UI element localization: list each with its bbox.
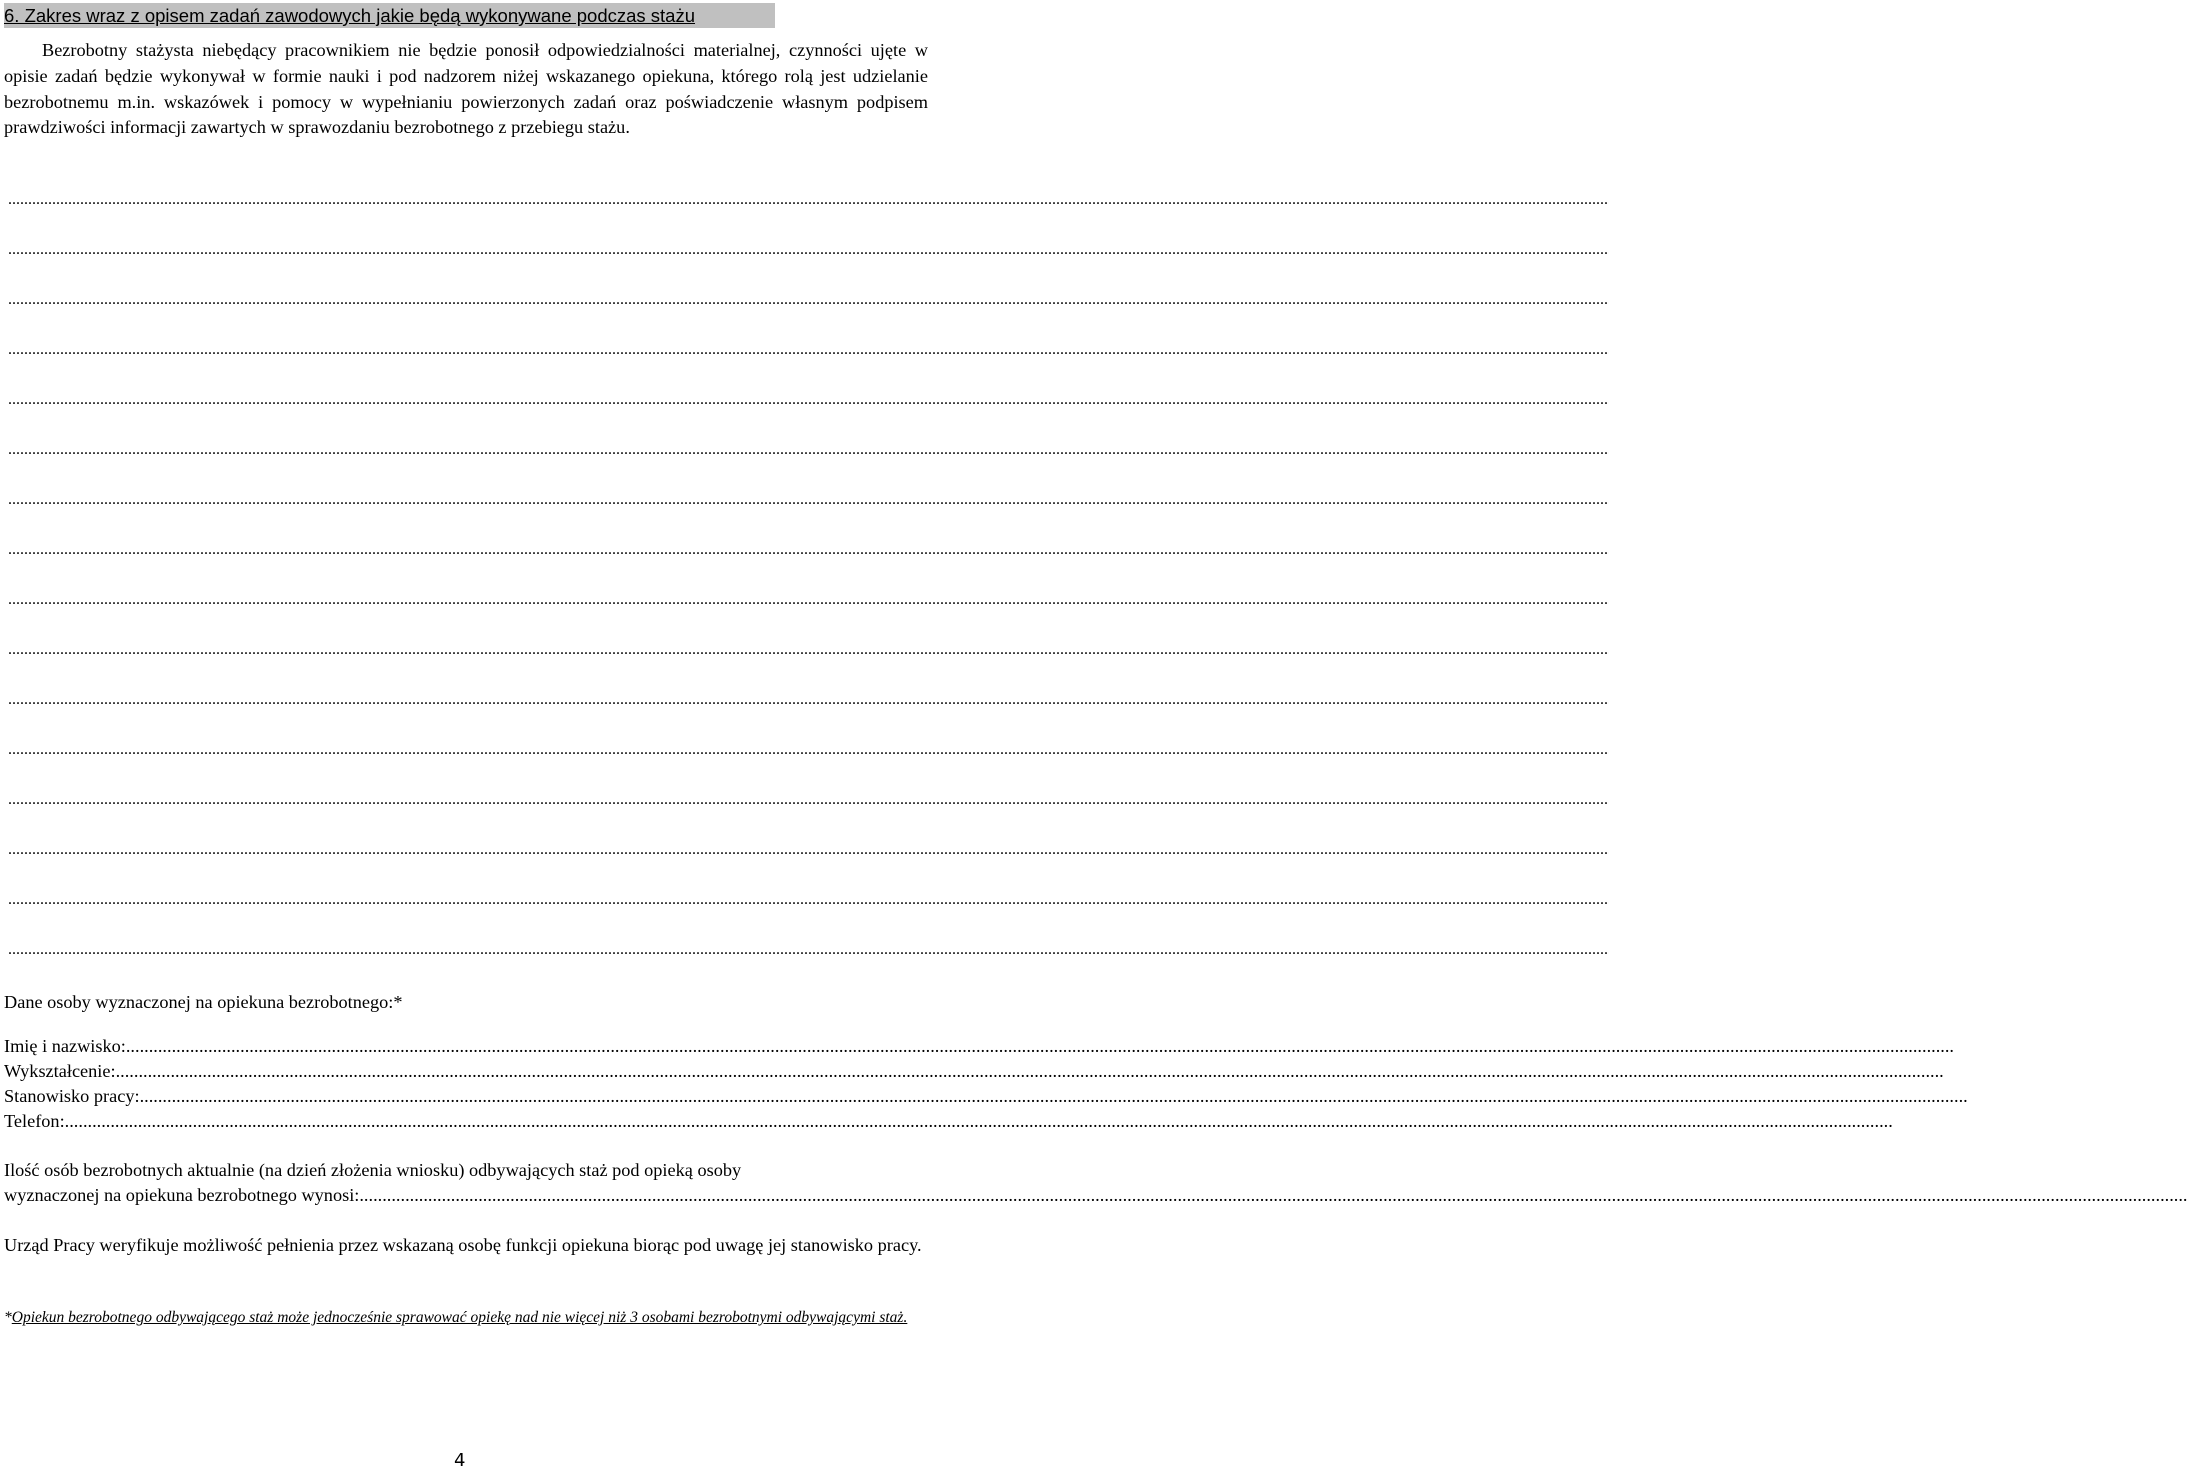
guardian-phone-label: Telefon: <box>4 1111 65 1131</box>
guardian-position-field[interactable]: Stanowisko pracy:................................................................................................................................................................................................................................................................................................................................................................................................................ <box>4 1086 1968 1106</box>
page-number: 4 <box>454 1450 466 1471</box>
dotted-line[interactable]: ................................................................................................................................................................................................................................................................................................................................................................................................................ <box>8 391 1608 408</box>
dotted-line[interactable]: ................................................................................................................................................................................................................................................................................................................................................................................................................ <box>8 541 1608 558</box>
dotted-line[interactable]: ................................................................................................................................................................................................................................................................................................................................................................................................................ <box>8 791 1608 808</box>
footnote-text: Opiekun bezrobotnego odbywającego staż może jednocześnie sprawować opiekę nad nie więcej niż 3 osobami bezrobotnymi odbywającymi staż. <box>11 1309 908 1326</box>
guardian-phone-field[interactable]: Telefon:................................................................................................................................................................................................................................................................................................................................................................................................................ <box>4 1111 1893 1131</box>
dotted-line[interactable]: ................................................................................................................................................................................................................................................................................................................................................................................................................ <box>8 341 1608 358</box>
count-question-line1: Ilość osób bezrobotnych aktualnie (na dzień złożenia wniosku) odbywających staż pod opieką osoby <box>4 1160 742 1180</box>
guardian-position-label: Stanowisko pracy: <box>4 1086 140 1106</box>
footnote-star: * <box>4 1309 12 1326</box>
verification-note: Urząd Pracy weryfikuje możliwość pełnienia przez wskazaną osobę funkcji opiekuna biorąc pod uwagę jej stanowisko pracy. <box>4 1235 922 1255</box>
count-question-field[interactable]: wyznaczonej na opiekuna bezrobotnego wynosi:................................................................................................................................................................................................................................................................................................................................................................................................................ <box>4 1185 2187 1205</box>
guardian-education-label: Wykształcenie: <box>4 1061 116 1081</box>
section-heading: 6. Zakres wraz z opisem zadań zawodowych jakie będą wykonywane podczas stażu <box>4 3 775 28</box>
dotted-line[interactable]: ................................................................................................................................................................................................................................................................................................................................................................................................................ <box>8 641 1608 658</box>
dotted-line[interactable]: ................................................................................................................................................................................................................................................................................................................................................................................................................ <box>8 491 1608 508</box>
dotted-line[interactable]: ................................................................................................................................................................................................................................................................................................................................................................................................................ <box>8 241 1608 258</box>
guardian-section-title: Dane osoby wyznaczonej na opiekuna bezrobotnego:* <box>4 992 403 1012</box>
count-question-line2: wyznaczonej na opiekuna bezrobotnego wynosi: <box>4 1185 360 1205</box>
guardian-name-label: Imię i nazwisko: <box>4 1036 126 1056</box>
dotted-line[interactable]: ................................................................................................................................................................................................................................................................................................................................................................................................................ <box>8 691 1608 708</box>
dotted-line[interactable]: ................................................................................................................................................................................................................................................................................................................................................................................................................ <box>8 441 1608 458</box>
dotted-line[interactable]: ................................................................................................................................................................................................................................................................................................................................................................................................................ <box>8 741 1608 758</box>
dotted-line[interactable]: ................................................................................................................................................................................................................................................................................................................................................................................................................ <box>8 191 1608 208</box>
dotted-line[interactable]: ................................................................................................................................................................................................................................................................................................................................................................................................................ <box>8 291 1608 308</box>
dotted-line[interactable]: ................................................................................................................................................................................................................................................................................................................................................................................................................ <box>8 891 1608 908</box>
guardian-name-field[interactable]: Imię i nazwisko:................................................................................................................................................................................................................................................................................................................................................................................................................ <box>4 1036 1954 1056</box>
dotted-line[interactable]: ................................................................................................................................................................................................................................................................................................................................................................................................................ <box>8 841 1608 858</box>
guardian-education-field[interactable]: Wykształcenie:................................................................................................................................................................................................................................................................................................................................................................................................................ <box>4 1061 1944 1081</box>
dotted-line[interactable]: ................................................................................................................................................................................................................................................................................................................................................................................................................ <box>8 591 1608 608</box>
intro-paragraph: Bezrobotny stażysta niebędący pracownikiem nie będzie ponosił odpowiedzialności materialnej, czynności ujęte w opisie zadań będzie wykonywał w formie nauki i pod nadzorem niżej wskazanego opiekuna, którego rolą jest udzielanie bezrobotnemu m.in. wskazówek i pomocy w wypełnianiu powierzonych zadań oraz poświadczenie własnym podpisem prawdziwości informacji zawartych w sprawozdaniu bezrobotnego z przebiegu stażu. <box>4 40 928 138</box>
footnote <box>4 1307 924 1328</box>
dotted-line[interactable]: ................................................................................................................................................................................................................................................................................................................................................................................................................ <box>8 941 1608 958</box>
